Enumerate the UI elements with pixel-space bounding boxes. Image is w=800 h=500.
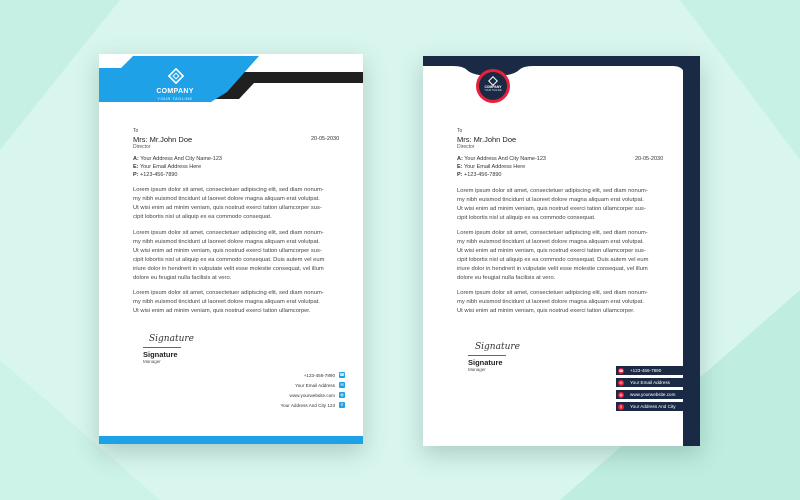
paragraph-line: Lorem ipsum dolor sit amet, consectetuer adipiscing elit, sed diam nonum- [457,188,648,194]
company-logo-icon [167,67,185,85]
contact-phone: +123-456-7890 [630,368,662,373]
paragraph-line: Ut wisi enim ad minim veniam, quis nostrud exerci tation ullamcorper. [133,308,311,315]
web-icon: ◍ [619,392,623,397]
paragraph-line: Lorem ipsum dolor sit amet, consectetuer adipiscing elit, sed diam nonum- [133,230,324,236]
paragraph-line: Ut wisi enim ad minim veniam, quis nostrud exerci tation ullamcorper sus- [457,206,646,213]
paragraph-line: dolore eu feugiat nulla facilisis at vero. [457,275,556,282]
paragraph-line: my nibh euismod tincidunt ut laoreet dolore magna aliquam erat volutpat. [133,196,320,203]
email-icon: ✉ [340,382,344,387]
signature-name: Signature [143,350,178,359]
to-label: To [457,128,463,134]
email-line [457,164,525,170]
contact-row [249,402,345,412]
phone-icon: ☎ [618,368,624,373]
location-icon: ⚲ [619,404,623,409]
body-paragraph-2 [133,229,324,284]
contact-email: Your Email Address [630,380,670,385]
signature-line [468,355,506,356]
paragraph-line: cipit lobortis nisl ut aliquip ex ea commodo consequat. Duis autem vel eum [133,257,325,264]
contact-address: Your Address And City [630,404,676,409]
recipient-title: Director [457,144,475,150]
paragraph-line: Ut wisi enim ad minim veniam, quis nostrud exerci tation ullamcorper sus- [457,248,646,255]
paragraph-line: my nibh euismod tincidunt ut laoreet dolore magna aliquam erat volutpat. [457,239,644,246]
paragraph-line: dolore eu feugiat nulla facilisis at vero. [133,275,232,282]
letter-date: 20-05-2030 [635,156,664,162]
paragraph-line: my nibh euismod tincidunt ut laoreet dolore magna aliquam erat volutpat. [133,239,320,246]
paragraph-line: Ut wisi enim ad minim veniam, quis nostrud exerci tation ullamcorper. [457,308,635,315]
address-key: A: [457,156,463,162]
contact-email: Your Email Address [295,383,335,388]
contact-phone: +123-456-7890 [303,373,335,378]
signature-name: Signature [468,358,503,367]
contact-row [616,378,686,387]
company-tagline: YOUR TAGLINE [484,89,502,92]
letter-date: 20-05-2030 [311,136,340,142]
body-paragraph-1 [457,187,648,223]
body-paragraph-2 [457,229,648,284]
paragraph-line: Lorem ipsum dolor sit amet, consectetuer adipiscing elit, sed diam nonum- [133,187,324,193]
address-key: A: [133,156,139,162]
paragraph-line: my nibh euismod tincidunt ut laoreet dolore magna aliquam erat volutpat. [133,299,320,306]
to-label: To [133,128,139,134]
body-paragraph-3 [133,289,324,316]
paragraph-line: cipit lobortis nisl ut aliquip ex ea commodo consequat. [133,214,272,221]
signature-role: Manager [468,367,486,372]
signature-line [143,347,181,348]
paragraph-line: Lorem ipsum dolor sit amet, consectetuer adipiscing elit, sed diam nonum- [133,290,324,296]
phone-key: P: [457,172,463,178]
footer-band [99,436,363,444]
header-band [99,54,363,114]
contact-list [616,366,686,411]
paragraph-line: my nibh euismod tincidunt ut laoreet dolore magna aliquam erat volutpat. [457,299,644,306]
contact-list [249,372,345,412]
contact-row [249,372,345,382]
address-value: Your Address And City Name-123 [140,156,222,162]
letterhead-blue [99,54,363,444]
paragraph-line: iriure dolor in hendrerit in vulputate velit esse molestie consequat, vel illum [133,266,324,273]
location-icon: ⚲ [340,402,344,407]
phone-line [457,172,502,178]
phone-icon: ☎ [339,372,345,377]
address-line [133,156,222,162]
phone-value: +123-456-7890 [464,172,502,178]
paragraph-line: cipit lobortis nisl ut aliquip ex ea commodo consequat. Duis autem vel eum [457,257,649,264]
signature-role: Manager [143,359,161,364]
web-icon: ◍ [340,392,344,397]
contact-row [616,366,686,375]
contact-address: Your Address And City 123 [280,403,335,408]
phone-line [133,172,178,178]
recipient-name: Mrs: Mr.John Doe [457,135,517,144]
recipient-name: Mrs: Mr.John Doe [133,135,193,144]
phone-key: P: [133,172,139,178]
company-tagline: YOUR TAGLINE [157,96,193,101]
top-band [423,56,700,78]
company-name: COMPANY [156,88,194,95]
contact-row [249,382,345,392]
paragraph-line: iriure dolor in hendrerit in vulputate velit esse molestie consequat, vel illum [457,266,648,273]
contact-row [616,390,686,399]
paragraph-line: cipit lobortis nisl ut aliquip ex ea commodo consequat. [457,215,596,222]
phone-value: +123-456-7890 [140,172,178,178]
email-key: E: [457,164,463,170]
body-paragraph-3 [457,289,648,316]
email-value: Your Email Address Here [139,164,202,170]
signature-handwriting: Signature [475,342,521,352]
company-name: COMPANY [484,85,502,89]
email-line [133,164,201,170]
paragraph-line: Ut wisi enim ad minim veniam, quis nostrud exerci tation ullamcorper sus- [133,248,322,255]
email-key: E: [133,164,139,170]
email-value: Your Email Address Here [463,164,526,170]
letterhead-navy [423,56,700,446]
paragraph-line: Lorem ipsum dolor sit amet, consectetuer adipiscing elit, sed diam nonum- [457,230,648,236]
contact-website: www.yourwebsite.com [630,392,676,397]
email-icon: ✉ [619,380,623,385]
signature-handwriting: Signature [149,334,195,344]
contact-row [616,402,686,411]
contact-row [249,392,345,402]
address-value: Your Address And City Name-123 [464,156,546,162]
paragraph-line: Lorem ipsum dolor sit amet, consectetuer adipiscing elit, sed diam nonum- [457,290,648,296]
paragraph-line: my nibh euismod tincidunt ut laoreet dolore magna aliquam erat volutpat. [457,197,644,204]
recipient-title: Director [133,144,151,150]
address-line [457,156,546,162]
contact-website: www.yourwebsite.com [289,393,335,398]
body-paragraph-1 [133,186,324,222]
company-logo [476,69,510,103]
paragraph-line: Ut wisi enim ad minim veniam, quis nostrud exerci tation ullamcorper sus- [133,205,322,212]
